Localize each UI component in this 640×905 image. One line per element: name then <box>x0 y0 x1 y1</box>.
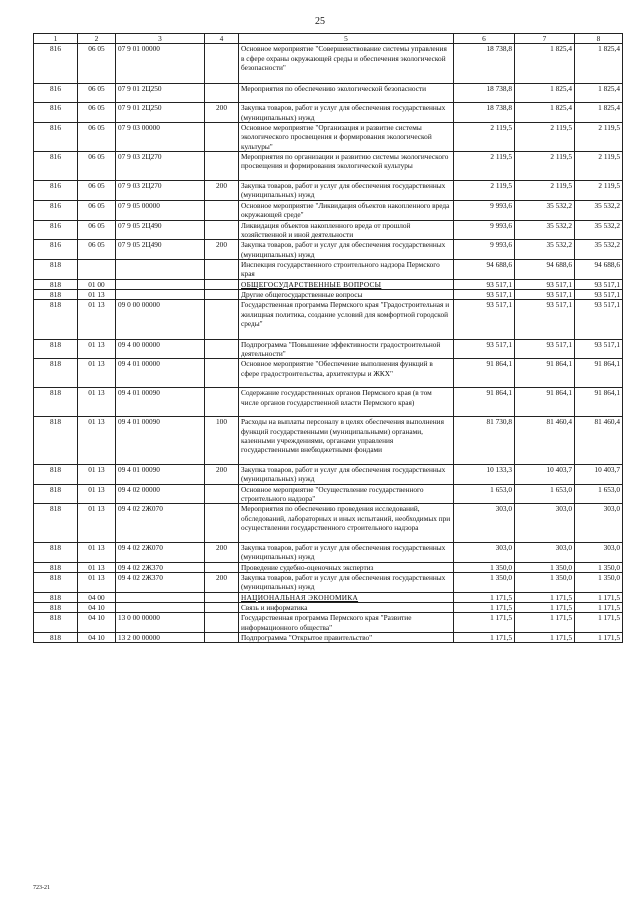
table-row <box>34 592 623 602</box>
section-code-cell: 06 05 <box>78 181 116 201</box>
table-row <box>34 240 623 260</box>
expense-type-cell <box>205 602 239 612</box>
target-article-cell: 13 0 00 00000 <box>116 613 205 633</box>
expense-type-cell <box>205 83 239 103</box>
amount-year3-cell: 1 171,5 <box>575 602 623 612</box>
amount-year1-cell: 1 171,5 <box>454 613 515 633</box>
table-row <box>34 123 623 152</box>
amount-year2-cell: 2 119,5 <box>515 123 575 152</box>
amount-year3-cell: 91 864,1 <box>575 359 623 388</box>
table-row <box>34 465 623 485</box>
target-article-cell: 09 4 02 2Ж370 <box>116 572 205 592</box>
item-name-cell: Основное мероприятие "Осуществление государственного строительного надзора" <box>239 484 454 504</box>
amount-year2-cell: 2 119,5 <box>515 152 575 181</box>
ministry-code-cell: 818 <box>34 339 78 359</box>
table-row <box>34 562 623 572</box>
amount-year3-cell: 35 532,2 <box>575 220 623 240</box>
section-code-cell: 06 05 <box>78 240 116 260</box>
expense-type-cell <box>205 200 239 220</box>
amount-year1-cell: 91 864,1 <box>454 388 515 417</box>
expense-type-cell <box>205 592 239 602</box>
table-row <box>34 181 623 201</box>
amount-year2-cell: 1 171,5 <box>515 602 575 612</box>
ministry-code-cell: 816 <box>34 83 78 103</box>
ministry-code-cell: 816 <box>34 200 78 220</box>
item-name-cell: Проведение судебно-оценочных экспертиз <box>239 562 454 572</box>
ministry-code-cell: 818 <box>34 259 78 279</box>
section-code-cell: 06 05 <box>78 44 116 83</box>
target-article-cell: 07 9 01 00000 <box>116 44 205 83</box>
table-row <box>34 417 623 465</box>
ministry-code-cell: 818 <box>34 613 78 633</box>
target-article-cell: 07 9 03 2Ц270 <box>116 152 205 181</box>
ministry-code-cell: 818 <box>34 289 78 299</box>
column-header: 6 <box>454 34 515 44</box>
section-code-cell <box>78 259 116 279</box>
section-code-cell: 01 13 <box>78 484 116 504</box>
target-article-cell: 07 9 03 00000 <box>116 123 205 152</box>
amount-year1-cell: 18 738,8 <box>454 83 515 103</box>
ministry-code-cell: 816 <box>34 103 78 123</box>
amount-year1-cell: 303,0 <box>454 542 515 562</box>
amount-year1-cell: 18 738,8 <box>454 103 515 123</box>
expense-type-cell <box>205 123 239 152</box>
item-name-cell: Закупка товаров, работ и услуг для обеспечения государственных (муниципальных) нужд <box>239 572 454 592</box>
amount-year2-cell: 93 517,1 <box>515 289 575 299</box>
table-row <box>34 572 623 592</box>
amount-year2-cell: 35 532,2 <box>515 240 575 260</box>
ministry-code-cell: 816 <box>34 220 78 240</box>
section-code-cell: 06 05 <box>78 152 116 181</box>
item-name-cell: Мероприятия по организации и развитию системы экологического просвещения и формирования экологической культуры <box>239 152 454 181</box>
item-name-cell: Основное мероприятие "Организация и развитие системы экологического просвещения и формирования экологической культуры" <box>239 123 454 152</box>
amount-year1-cell: 1 171,5 <box>454 602 515 612</box>
expense-type-cell <box>205 259 239 279</box>
target-article-cell: 09 4 02 2Ж370 <box>116 562 205 572</box>
table-row <box>34 359 623 388</box>
amount-year2-cell: 1 350,0 <box>515 572 575 592</box>
ministry-code-cell: 818 <box>34 484 78 504</box>
column-number-row <box>34 34 623 44</box>
amount-year1-cell: 1 350,0 <box>454 562 515 572</box>
target-article-cell <box>116 259 205 279</box>
amount-year2-cell: 1 825,4 <box>515 83 575 103</box>
expense-type-cell <box>205 484 239 504</box>
ministry-code-cell: 818 <box>34 465 78 485</box>
amount-year2-cell: 1 171,5 <box>515 592 575 602</box>
section-code-cell: 01 13 <box>78 359 116 388</box>
expense-type-cell <box>205 279 239 289</box>
amount-year3-cell: 10 403,7 <box>575 465 623 485</box>
target-article-cell: 13 2 00 00000 <box>116 632 205 642</box>
amount-year3-cell: 93 517,1 <box>575 339 623 359</box>
column-header: 1 <box>34 34 78 44</box>
amount-year2-cell: 1 350,0 <box>515 562 575 572</box>
section-code-cell: 01 13 <box>78 572 116 592</box>
ministry-code-cell: 818 <box>34 279 78 289</box>
amount-year2-cell: 81 460,4 <box>515 417 575 465</box>
target-article-cell: 07 9 05 2Ц490 <box>116 220 205 240</box>
expense-type-cell: 200 <box>205 572 239 592</box>
amount-year1-cell: 93 517,1 <box>454 289 515 299</box>
section-code-cell: 06 05 <box>78 83 116 103</box>
expense-type-cell <box>205 388 239 417</box>
section-code-cell: 01 13 <box>78 339 116 359</box>
page-number: 25 <box>315 16 325 27</box>
item-name-cell: Мероприятия по обеспечению проведения исследований, обследований, лабораторных и иных испытаний, необходимых при осуществлении государственного строительного надзора <box>239 504 454 542</box>
amount-year2-cell: 91 864,1 <box>515 359 575 388</box>
ministry-code-cell: 818 <box>34 602 78 612</box>
ministry-code-cell: 818 <box>34 632 78 642</box>
amount-year1-cell: 93 517,1 <box>454 339 515 359</box>
target-article-cell: 09 4 01 00090 <box>116 388 205 417</box>
item-name-cell: НАЦИОНАЛЬНАЯ ЭКОНОМИКА <box>239 592 454 602</box>
amount-year2-cell: 91 864,1 <box>515 388 575 417</box>
table-row <box>34 289 623 299</box>
section-code-cell: 01 13 <box>78 289 116 299</box>
amount-year3-cell: 1 825,4 <box>575 44 623 83</box>
amount-year1-cell: 94 688,6 <box>454 259 515 279</box>
footer-code: 723-21 <box>33 885 50 891</box>
target-article-cell: 09 4 01 00000 <box>116 359 205 388</box>
ministry-code-cell: 818 <box>34 504 78 542</box>
item-name-cell: Инспекция государственного строительного надзора Пермского края <box>239 259 454 279</box>
table-row <box>34 388 623 417</box>
target-article-cell: 09 4 02 00000 <box>116 484 205 504</box>
ministry-code-cell: 816 <box>34 152 78 181</box>
amount-year2-cell: 94 688,6 <box>515 259 575 279</box>
table-row <box>34 542 623 562</box>
amount-year1-cell: 1 350,0 <box>454 572 515 592</box>
ministry-code-cell: 816 <box>34 44 78 83</box>
amount-year1-cell: 18 738,8 <box>454 44 515 83</box>
expense-type-cell <box>205 359 239 388</box>
item-name-cell: Подпрограмма "Повышение эффективности градостроительной деятельности" <box>239 339 454 359</box>
ministry-code-cell: 818 <box>34 572 78 592</box>
amount-year3-cell: 2 119,5 <box>575 123 623 152</box>
amount-year1-cell: 2 119,5 <box>454 181 515 201</box>
target-article-cell <box>116 289 205 299</box>
amount-year3-cell: 35 532,2 <box>575 200 623 220</box>
amount-year3-cell: 1 171,5 <box>575 613 623 633</box>
target-article-cell: 07 9 05 00000 <box>116 200 205 220</box>
amount-year2-cell: 1 825,4 <box>515 44 575 83</box>
table-row <box>34 300 623 339</box>
section-code-cell: 01 13 <box>78 542 116 562</box>
target-article-cell <box>116 279 205 289</box>
table-row <box>34 259 623 279</box>
amount-year3-cell: 94 688,6 <box>575 259 623 279</box>
expense-type-cell: 200 <box>205 181 239 201</box>
amount-year1-cell: 2 119,5 <box>454 152 515 181</box>
table-row <box>34 103 623 123</box>
section-code-cell: 01 13 <box>78 300 116 339</box>
item-name-cell: Другие общегосударственные вопросы <box>239 289 454 299</box>
amount-year2-cell: 93 517,1 <box>515 300 575 339</box>
expense-type-cell: 200 <box>205 240 239 260</box>
amount-year3-cell: 303,0 <box>575 504 623 542</box>
amount-year1-cell: 9 993,6 <box>454 200 515 220</box>
column-header: 7 <box>515 34 575 44</box>
item-name-cell: ОБЩЕГОСУДАРСТВЕННЫЕ ВОПРОСЫ <box>239 279 454 289</box>
column-header: 2 <box>78 34 116 44</box>
expense-type-cell <box>205 632 239 642</box>
target-article-cell: 09 4 01 00090 <box>116 417 205 465</box>
amount-year2-cell: 93 517,1 <box>515 279 575 289</box>
table-row <box>34 632 623 642</box>
section-code-cell: 01 13 <box>78 388 116 417</box>
section-code-cell: 04 10 <box>78 613 116 633</box>
budget-table <box>33 33 623 643</box>
section-code-cell: 06 05 <box>78 123 116 152</box>
amount-year2-cell: 93 517,1 <box>515 339 575 359</box>
item-name-cell: Основное мероприятие "Обеспечение выполнения функций в сфере градостроительства, архитектуры и ЖКХ" <box>239 359 454 388</box>
item-name-cell: Подпрограмма "Открытое правительство" <box>239 632 454 642</box>
item-name-cell: Содержание государственных органов Пермского края (в том числе органов государственной власти Пермского края) <box>239 388 454 417</box>
section-code-cell: 06 05 <box>78 200 116 220</box>
column-header: 3 <box>116 34 205 44</box>
ministry-code-cell: 818 <box>34 592 78 602</box>
target-article-cell: 07 9 03 2Ц270 <box>116 181 205 201</box>
column-header: 4 <box>205 34 239 44</box>
expense-type-cell <box>205 289 239 299</box>
expense-type-cell <box>205 504 239 542</box>
section-code-cell: 01 00 <box>78 279 116 289</box>
section-code-cell: 04 10 <box>78 632 116 642</box>
target-article-cell: 07 9 05 2Ц490 <box>116 240 205 260</box>
amount-year1-cell: 10 133,3 <box>454 465 515 485</box>
table-row <box>34 200 623 220</box>
section-code-cell: 01 13 <box>78 465 116 485</box>
ministry-code-cell: 816 <box>34 240 78 260</box>
item-name-cell: Основное мероприятие "Совершенствование системы управления в сфере охраны окружающей среды и обеспечения экологической безопасности" <box>239 44 454 83</box>
ministry-code-cell: 818 <box>34 542 78 562</box>
expense-type-cell: 200 <box>205 465 239 485</box>
amount-year3-cell: 1 825,4 <box>575 103 623 123</box>
ministry-code-cell: 816 <box>34 181 78 201</box>
amount-year1-cell: 2 119,5 <box>454 123 515 152</box>
amount-year2-cell: 2 119,5 <box>515 181 575 201</box>
amount-year3-cell: 303,0 <box>575 542 623 562</box>
target-article-cell: 09 0 00 00000 <box>116 300 205 339</box>
amount-year2-cell: 303,0 <box>515 542 575 562</box>
table-row <box>34 339 623 359</box>
item-name-cell: Мероприятия по обеспечению экологической безопасности <box>239 83 454 103</box>
amount-year3-cell: 93 517,1 <box>575 279 623 289</box>
amount-year1-cell: 93 517,1 <box>454 279 515 289</box>
amount-year2-cell: 35 532,2 <box>515 220 575 240</box>
amount-year3-cell: 93 517,1 <box>575 289 623 299</box>
expense-type-cell <box>205 44 239 83</box>
section-code-cell: 04 00 <box>78 592 116 602</box>
section-code-cell: 06 05 <box>78 103 116 123</box>
amount-year3-cell: 1 653,0 <box>575 484 623 504</box>
expense-type-cell: 200 <box>205 103 239 123</box>
amount-year3-cell: 1 825,4 <box>575 83 623 103</box>
expense-type-cell <box>205 300 239 339</box>
expense-type-cell <box>205 562 239 572</box>
item-name-cell: Закупка товаров, работ и услуг для обеспечения государственных (муниципальных) нужд <box>239 240 454 260</box>
amount-year3-cell: 91 864,1 <box>575 388 623 417</box>
target-article-cell <box>116 602 205 612</box>
amount-year3-cell: 35 532,2 <box>575 240 623 260</box>
table-row <box>34 602 623 612</box>
table-row <box>34 83 623 103</box>
amount-year3-cell: 1 350,0 <box>575 562 623 572</box>
amount-year1-cell: 9 993,6 <box>454 240 515 260</box>
ministry-code-cell: 818 <box>34 562 78 572</box>
item-name-cell: Расходы на выплаты персоналу в целях обеспечения выполнения функций государственными (муниципальными) органами, казенными учреждениями, органами управления государственными внебюджетными фондами <box>239 417 454 465</box>
item-name-cell: Закупка товаров, работ и услуг для обеспечения государственных (муниципальных) нужд <box>239 542 454 562</box>
amount-year2-cell: 1 653,0 <box>515 484 575 504</box>
amount-year2-cell: 303,0 <box>515 504 575 542</box>
ministry-code-cell: 818 <box>34 300 78 339</box>
expense-type-cell <box>205 152 239 181</box>
table-row <box>34 152 623 181</box>
item-name-cell: Государственная программа Пермского края "Градостроительная и жилищная политика, создание условий для комфортной городской среды" <box>239 300 454 339</box>
amount-year1-cell: 1 653,0 <box>454 484 515 504</box>
item-name-cell: Закупка товаров, работ и услуг для обеспечения государственных (муниципальных) нужд <box>239 103 454 123</box>
section-code-cell: 04 10 <box>78 602 116 612</box>
item-name-cell: Закупка товаров, работ и услуг для обеспечения государственных (муниципальных) нужд <box>239 181 454 201</box>
amount-year1-cell: 81 730,8 <box>454 417 515 465</box>
section-code-cell: 01 13 <box>78 417 116 465</box>
target-article-cell: 07 9 01 2Ц250 <box>116 103 205 123</box>
expense-type-cell <box>205 220 239 240</box>
table-row <box>34 484 623 504</box>
column-header: 8 <box>575 34 623 44</box>
amount-year3-cell: 1 350,0 <box>575 572 623 592</box>
amount-year3-cell: 2 119,5 <box>575 181 623 201</box>
amount-year3-cell: 2 119,5 <box>575 152 623 181</box>
section-code-cell: 01 13 <box>78 504 116 542</box>
ministry-code-cell: 818 <box>34 417 78 465</box>
target-article-cell: 09 4 00 00000 <box>116 339 205 359</box>
table-row <box>34 613 623 633</box>
amount-year3-cell: 81 460,4 <box>575 417 623 465</box>
target-article-cell <box>116 592 205 602</box>
amount-year1-cell: 93 517,1 <box>454 300 515 339</box>
amount-year3-cell: 93 517,1 <box>575 300 623 339</box>
table-row <box>34 504 623 542</box>
item-name-cell: Ликвидация объектов накопленного вреда от прошлой хозяйственной и иной деятельности <box>239 220 454 240</box>
amount-year2-cell: 10 403,7 <box>515 465 575 485</box>
ministry-code-cell: 818 <box>34 359 78 388</box>
amount-year2-cell: 1 171,5 <box>515 613 575 633</box>
expense-type-cell <box>205 339 239 359</box>
item-name-cell: Государственная программа Пермского края "Развитие информационного общества" <box>239 613 454 633</box>
section-code-cell: 06 05 <box>78 220 116 240</box>
expense-type-cell <box>205 613 239 633</box>
amount-year1-cell: 91 864,1 <box>454 359 515 388</box>
target-article-cell: 09 4 01 00090 <box>116 465 205 485</box>
expense-type-cell: 100 <box>205 417 239 465</box>
amount-year2-cell: 1 171,5 <box>515 632 575 642</box>
ministry-code-cell: 816 <box>34 123 78 152</box>
item-name-cell: Связь и информатика <box>239 602 454 612</box>
amount-year1-cell: 9 993,6 <box>454 220 515 240</box>
item-name-cell: Закупка товаров, работ и услуг для обеспечения государственных (муниципальных) нужд <box>239 465 454 485</box>
amount-year1-cell: 303,0 <box>454 504 515 542</box>
column-header: 5 <box>239 34 454 44</box>
table-row <box>34 220 623 240</box>
expense-type-cell: 200 <box>205 542 239 562</box>
table-row <box>34 279 623 289</box>
target-article-cell: 07 9 01 2Ц250 <box>116 83 205 103</box>
section-code-cell: 01 13 <box>78 562 116 572</box>
ministry-code-cell: 818 <box>34 388 78 417</box>
amount-year1-cell: 1 171,5 <box>454 632 515 642</box>
target-article-cell: 09 4 02 2Ж070 <box>116 504 205 542</box>
table-row <box>34 44 623 83</box>
target-article-cell: 09 4 02 2Ж070 <box>116 542 205 562</box>
amount-year2-cell: 1 825,4 <box>515 103 575 123</box>
amount-year3-cell: 1 171,5 <box>575 632 623 642</box>
amount-year3-cell: 1 171,5 <box>575 592 623 602</box>
amount-year2-cell: 35 532,2 <box>515 200 575 220</box>
item-name-cell: Основное мероприятие "Ликвидация объектов накопленного вреда окружающей среде" <box>239 200 454 220</box>
amount-year1-cell: 1 171,5 <box>454 592 515 602</box>
